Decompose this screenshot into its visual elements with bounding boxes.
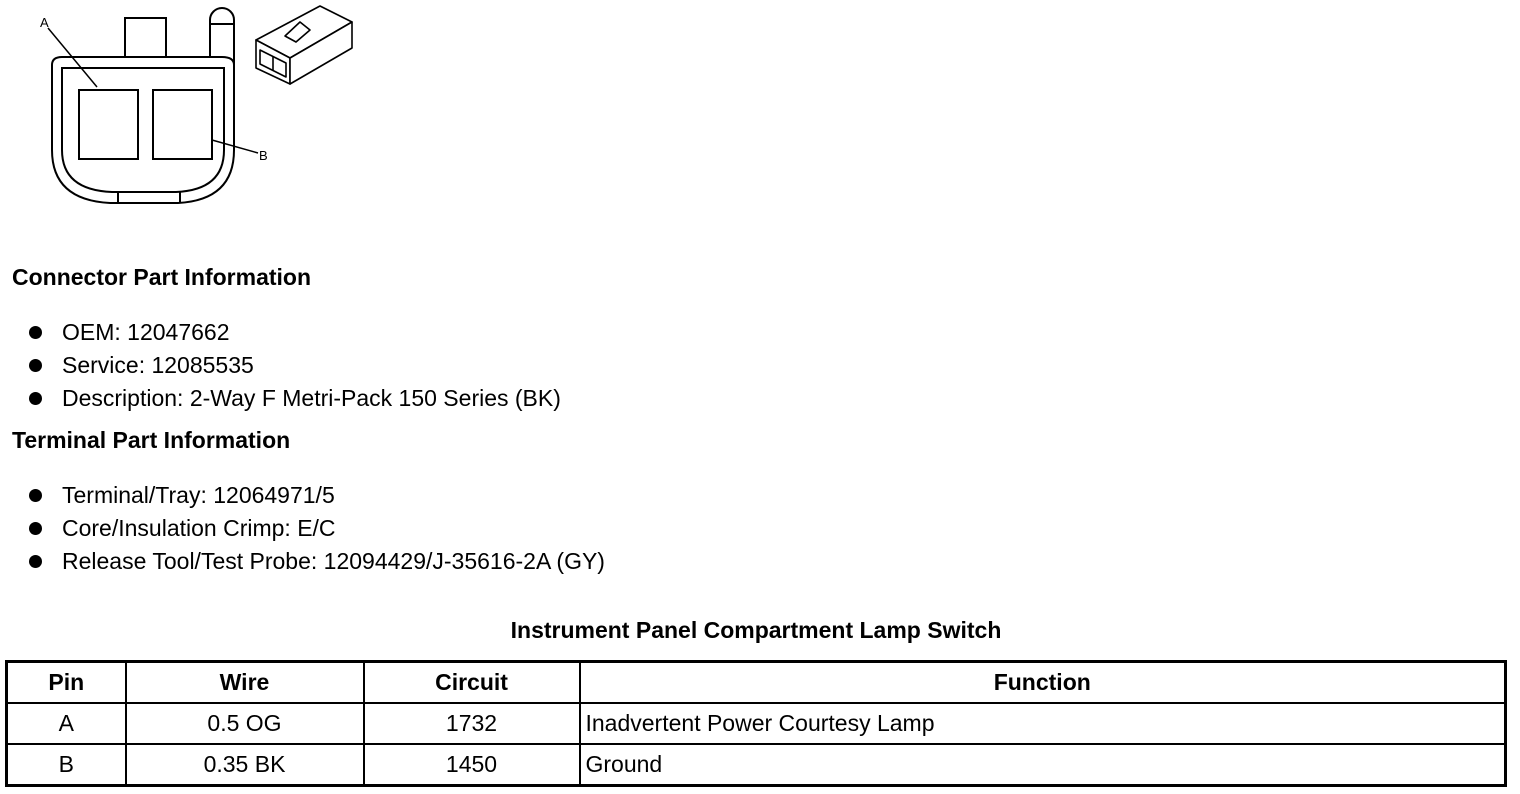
bullet-icon (29, 392, 42, 405)
cavity-b (153, 90, 212, 159)
list-item: Service: 12085535 (0, 349, 561, 382)
bullet-icon (29, 326, 42, 339)
circuit-cell: 1450 (364, 744, 580, 786)
list-item: OEM: 12047662 (0, 316, 561, 349)
column-header-pin: Pin (7, 662, 126, 704)
wire-cell: 0.5 OG (126, 703, 364, 744)
pin-cell: A (7, 703, 126, 744)
pin-cell: B (7, 744, 126, 786)
column-header-function: Function (580, 662, 1506, 704)
function-cell: Ground (580, 744, 1506, 786)
function-cell: Inadvertent Power Courtesy Lamp (580, 703, 1506, 744)
bullet-icon (29, 359, 42, 372)
cavity-a (79, 90, 138, 159)
list-item: Core/Insulation Crimp: E/C (0, 512, 605, 545)
column-header-wire: Wire (126, 662, 364, 704)
bullet-icon (29, 522, 42, 535)
terminal-part-heading: Terminal Part Information (12, 427, 291, 453)
pinout-table (5, 660, 1507, 787)
table-header-row (7, 662, 1506, 704)
table-row (7, 703, 1506, 744)
bullet-icon (29, 555, 42, 568)
connector-isometric-view (256, 6, 352, 84)
connector-part-list (0, 316, 561, 415)
connector-part-heading: Connector Part Information (12, 264, 312, 290)
table-title: Instrument Panel Compartment Lamp Switch (510, 617, 1002, 643)
callout-b: B (259, 148, 268, 163)
bullet-icon (29, 489, 42, 502)
connector-diagram (0, 0, 380, 215)
list-item: Description: 2-Way F Metri-Pack 150 Series (BK) (0, 382, 561, 415)
column-header-circuit: Circuit (364, 662, 580, 704)
list-item: Release Tool/Test Probe: 12094429/J-35616-2A (GY) (0, 545, 605, 578)
callout-a: A (40, 15, 49, 30)
wire-cell: 0.35 BK (126, 744, 364, 786)
terminal-part-list (0, 479, 605, 578)
circuit-cell: 1732 (364, 703, 580, 744)
list-item: Terminal/Tray: 12064971/5 (0, 479, 605, 512)
table-row (7, 744, 1506, 786)
